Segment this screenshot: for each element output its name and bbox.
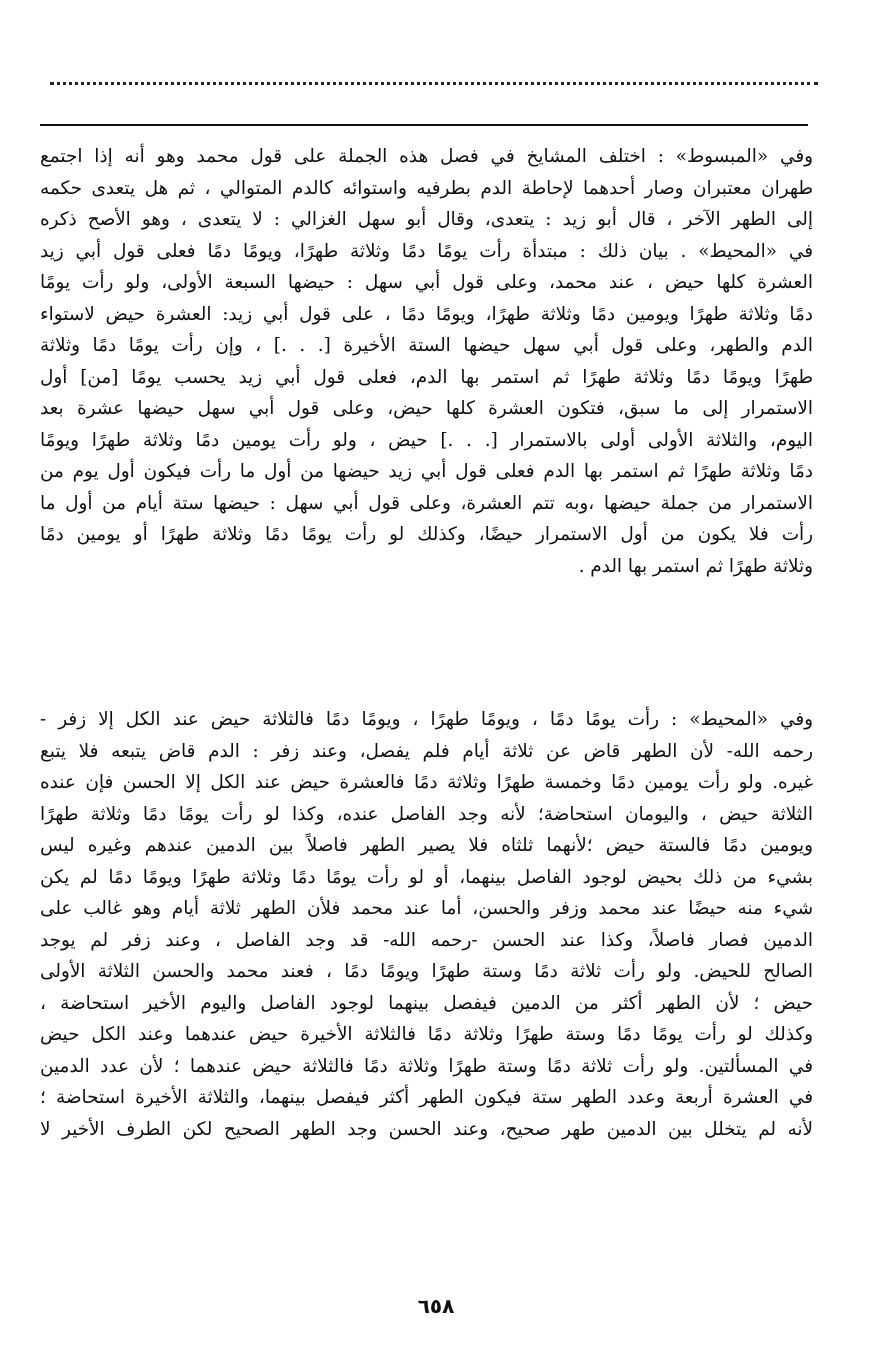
text-line: شيء منه حيضًا عند محمد وزفر والحسن، أما عند محمد فلأن الطهر ثلاثة أيام وهو غالب على — [40, 898, 813, 919]
text-line: طهران معتبران وصار أحدهما لإحاطة الدم بطرفيه واستوائه كالدم المتوالي ، ثم هل يتعدى حكمه — [40, 177, 813, 199]
page-number: ٦٥٨ — [417, 1294, 455, 1318]
text-line: لأنه لم يتخلل بين الدمين طهر صحيح، وعند الحسن وجد الطهر الصحيح لكن الطرف الأخير لا — [40, 1118, 813, 1140]
text-line: اليوم، والثلاثة الأولى أولى بالاستمرار [. . .] حيض ، ولو رأت يومين دمًا وثلاثة طهرًا ويومًا — [40, 429, 813, 451]
text-line: دمًا وثلاثة طهرًا ثم استمر بها الدم فعلى قول أبي زيد حيضها من أول ما رأت فيكون أول يوم من — [40, 461, 813, 482]
text-line: وفي «المحيط» : رأت يومًا دمًا ، ويومًا طهرًا ، ويومًا دمًا فالثلاثة حيض عند الكل إلا زفر - — [40, 709, 813, 730]
text-line: دمًا وثلاثة طهرًا ويومين دمًا وثلاثة طهرًا، ويومًا دمًا ، على قول أبي زيد: العشرة حيض لاستواء — [40, 303, 813, 325]
text-line: حيض ؛ لأن الطهر أكثر من الدمين فيفصل بينهما لوجود الفاصل واليوم الأخير استحاضة ، — [40, 992, 813, 1014]
text-line: وفي «المبسوط» : اختلف المشايخ في فصل هذه الجملة على قول محمد وهو أنه إذا اجتمع — [40, 146, 813, 167]
text-line: بشيء من ذلك بحيض لوجود الفاصل بينهما، أو لو رأت يومًا دمًا وثلاثة طهرًا ويومًا دمًا لم يكن — [40, 866, 813, 888]
header-rule — [40, 124, 808, 126]
dotted-separator — [50, 82, 818, 85]
text-line: رحمه الله- لأن الطهر قاض عن ثلاثة أيام فلم يفصل، وعند زفر : الدم قاض يتبعه فلا يتبع — [40, 740, 813, 762]
text-line: في العشرة أربعة وعدد الطهر ستة فيكون الطهر أكثر فيفصل بينهما، والثلاثة الأخيرة استحاضة ؛ — [40, 1087, 813, 1108]
text-line: طهرًا ويومًا دمًا وثلاثة طهرًا ثم استمر بها الدم، فعلى قول أبي زيد يحسب يومًا [من] أول — [40, 366, 813, 388]
text-line: غيره. ولو رأت يومين دمًا وخمسة طهرًا وثلاثة دمًا فالعشرة حيض عند الكل إلا الحسن فإن عنده — [40, 772, 813, 793]
text-line: رأت فلا يكون من أول الاستمرار حيضًا، وكذلك لو رأت يومًا دمًا وثلاثة طهرًا أو يومين دمًا — [40, 524, 813, 545]
text-line: في المسألتين. ولو رأت ثلاثة دمًا وستة طهرًا وثلاثة دمًا فالثلاثة حيض عندهما ؛ لأن عدد الدمين — [40, 1055, 813, 1077]
text-line: الثلاثة حيض ، واليومان استحاضة؛ لأنه وجد الفاصل عنده، وكذا لو رأت يومًا دمًا وثلاثة طهرًا — [40, 803, 813, 825]
text-line: وكذلك لو رأت يومًا دمًا وستة طهرًا وثلاثة دمًا فالثلاثة الأخيرة حيض عندهما وعند الكل حيض — [40, 1024, 813, 1045]
text-line: في «المحيط» . بيان ذلك : مبتدأة رأت يومًا دمًا وثلاثة طهرًا، ويومًا دمًا فعلى قول أبي زيد — [40, 240, 813, 262]
paragraph-2 — [40, 704, 813, 1145]
text-line: ويومين دمًا فالستة حيض ؛لأنهما ثلثاه فلا يصير الطهر فاصلاً بين الدمين عندهم وغيره ليس — [40, 835, 813, 856]
text-line: الصالح للحيض. ولو رأت ثلاثة دمًا وستة طهرًا ويومًا دمًا ، فعند محمد والحسن الثلاثة الأولى — [40, 961, 813, 982]
text-line: الاستمرار من جملة حيضها ،وبه تتم العشرة، وعلى قول أبي سهل : حيضها ستة أيام من أول ما — [40, 492, 813, 514]
text-line: الدم والطهر، وعلى قول أبي سهل حيضها الستة الأخيرة [. . .] ، وإن رأت يومًا دمًا وثلاثة — [40, 335, 813, 356]
paragraph-1 — [40, 141, 813, 582]
text-line: وثلاثة طهرًا ثم استمر بها الدم . — [578, 555, 813, 577]
text-line: الاستمرار إلى ما سبق، فتكون العشرة كلها حيض، وعلى قول أبي سهل حيضها عشرة بعد — [40, 398, 813, 419]
text-line: العشرة كلها حيض ، عند محمد، وعلى قول أبي سهل : حيضها السبعة الأولى، ولو رأت يومًا — [40, 272, 813, 293]
text-line: إلى الطهر الآخر ، قال أبو زيد : يتعدى، وقال أبو سهل الغزالي : لا يتعدى ، وهو الأصح ذكره — [40, 209, 813, 230]
text-line: الدمين فصار فاصلاً، وكذا عند الحسن -رحمه الله- قد وجد الفاصل ، وعند زفر لم يوجد — [40, 929, 813, 951]
